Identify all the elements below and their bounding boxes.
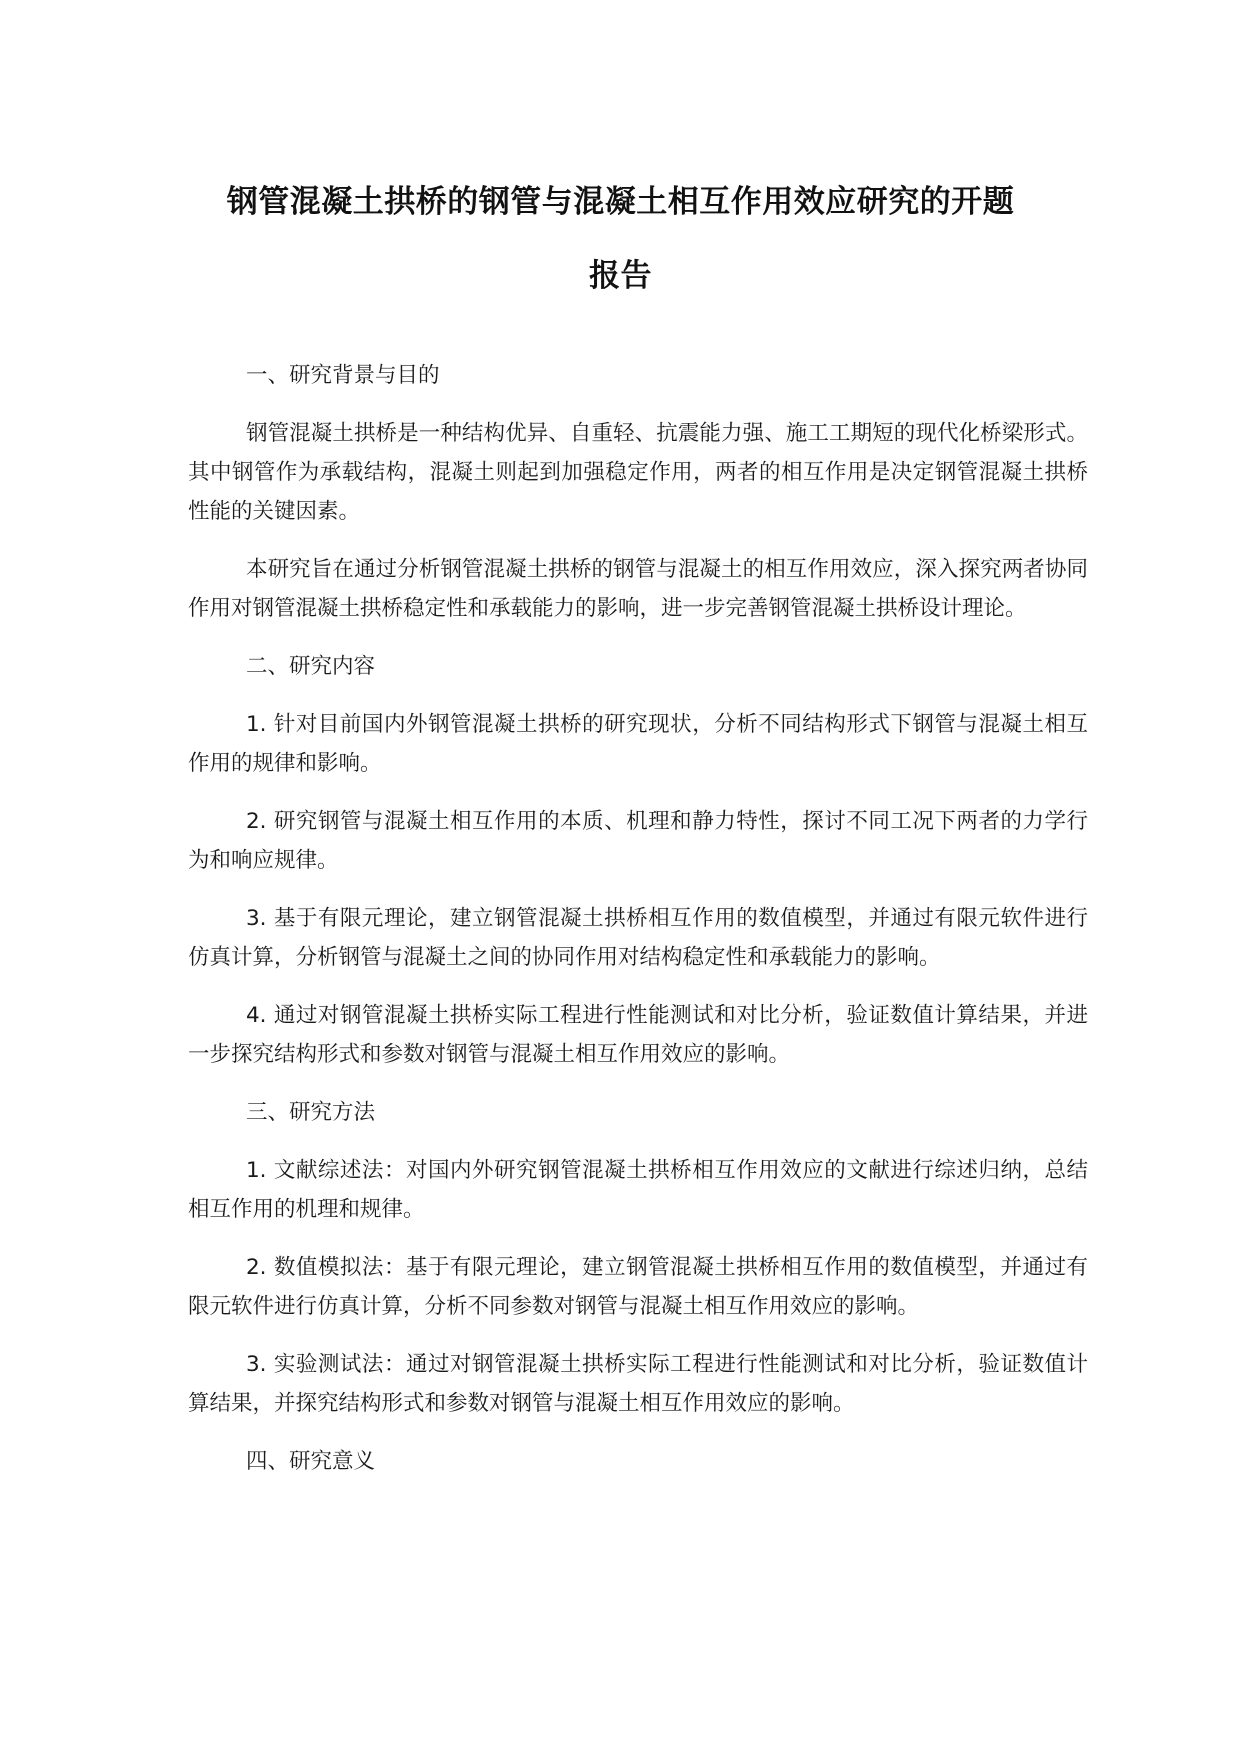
paragraph-content-3: 3. 基于有限元理论，建立钢管混凝土拱桥相互作用的数值模型，并通过有限元软件进行仿真计算，分析钢管与混凝土之间的协同作用对结构稳定性和承载能力的影响。 <box>188 906 1088 970</box>
document-title-line-1: 钢管混凝土拱桥的钢管与混凝土相互作用效应研究的开题 <box>226 184 1015 220</box>
section-heading-content: 二、研究内容 <box>246 654 376 679</box>
paragraph-methods-3: 3. 实验测试法：通过对钢管混凝土拱桥实际工程进行性能测试和对比分析，验证数值计算结果，并探究结构形式和参数对钢管与混凝土相互作用效应的影响。 <box>188 1352 1088 1416</box>
section-heading-background: 一、研究背景与目的 <box>246 363 440 388</box>
section-heading-significance: 四、研究意义 <box>246 1449 376 1474</box>
paragraph-content-2: 2. 研究钢管与混凝土相互作用的本质、机理和静力特性，探讨不同工况下两者的力学行为和响应规律。 <box>188 809 1088 873</box>
paragraph-content-4: 4. 通过对钢管混凝土拱桥实际工程进行性能测试和对比分析，验证数值计算结果，并进一步探究结构形式和参数对钢管与混凝土相互作用效应的影响。 <box>188 1003 1088 1067</box>
paragraph-methods-1: 1. 文献综述法：对国内外研究钢管混凝土拱桥相互作用效应的文献进行综述归纳，总结相互作用的机理和规律。 <box>188 1158 1088 1222</box>
paragraph-background-1: 钢管混凝土拱桥是一种结构优异、自重轻、抗震能力强、施工工期短的现代化桥梁形式。其中钢管作为承载结构，混凝土则起到加强稳定作用，两者的相互作用是决定钢管混凝土拱桥性能的关键因素。 <box>188 421 1088 524</box>
paragraph-content-1: 1. 针对目前国内外钢管混凝土拱桥的研究现状，分析不同结构形式下钢管与混凝土相互作用的规律和影响。 <box>188 712 1088 776</box>
document-title-line-2: 报告 <box>589 258 652 294</box>
paragraph-methods-2: 2. 数值模拟法：基于有限元理论，建立钢管混凝土拱桥相互作用的数值模型，并通过有限元软件进行仿真计算，分析不同参数对钢管与混凝土相互作用效应的影响。 <box>188 1255 1088 1319</box>
paragraph-background-2: 本研究旨在通过分析钢管混凝土拱桥的钢管与混凝土的相互作用效应，深入探究两者协同作用对钢管混凝土拱桥稳定性和承载能力的影响，进一步完善钢管混凝土拱桥设计理论。 <box>188 557 1088 621</box>
section-heading-methods: 三、研究方法 <box>246 1100 376 1125</box>
document-body <box>188 356 1088 1481</box>
